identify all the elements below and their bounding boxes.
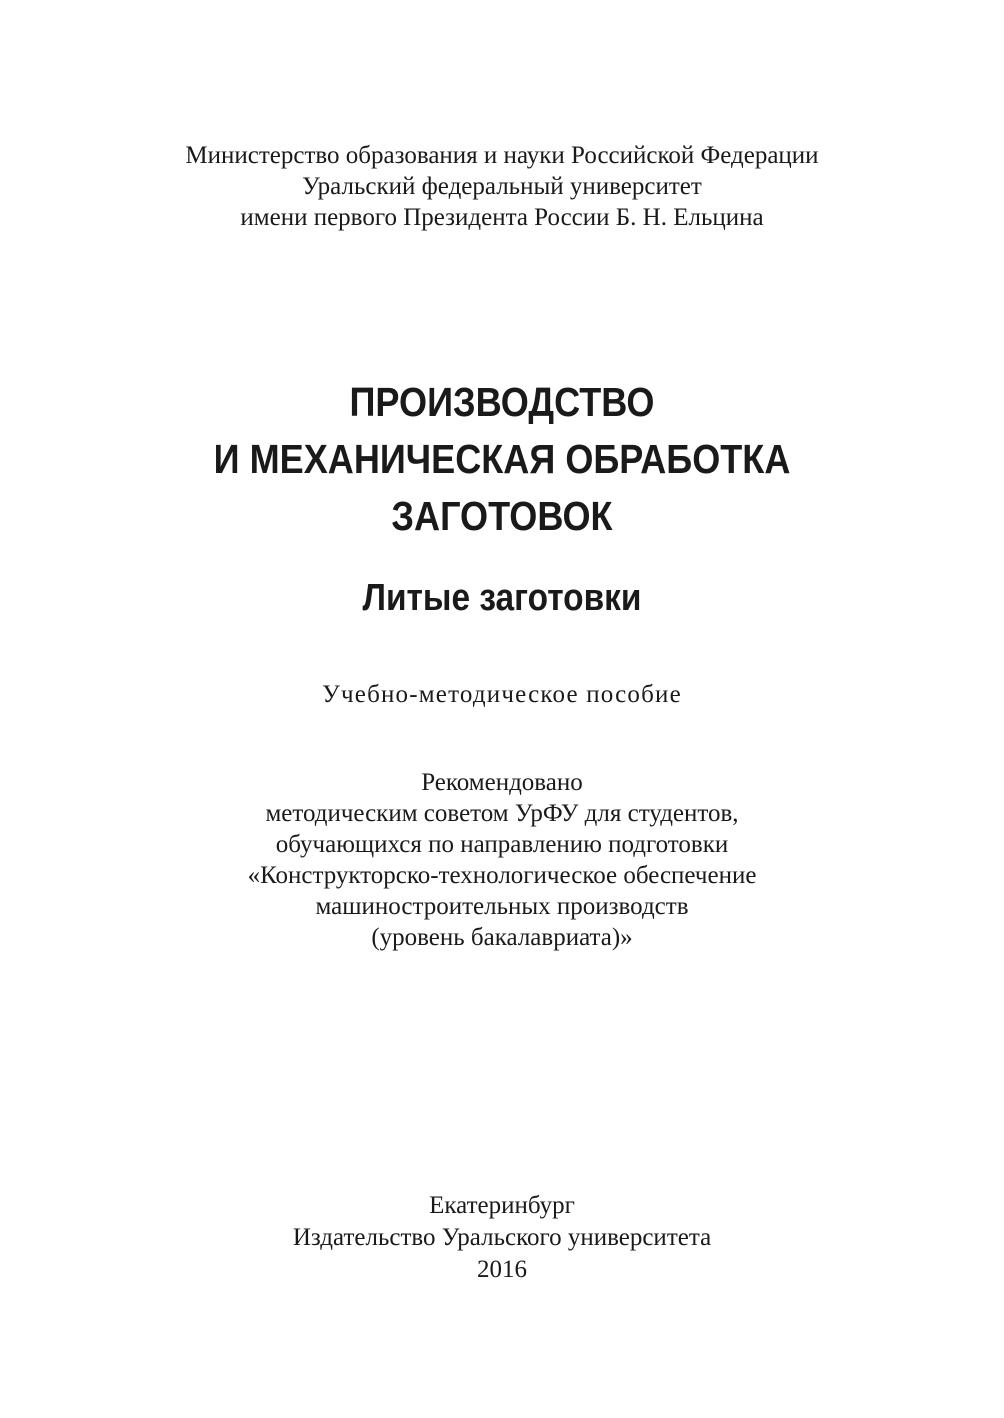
recommendation-line-2: методическим советом УрФУ для студентов, — [265, 800, 739, 827]
book-title — [60, 374, 944, 545]
ministry-line: Министерство образования и науки Российской Федерации — [185, 142, 819, 169]
university-name-line: имени первого Президента России Б. Н. Ельцина — [240, 204, 764, 231]
recommendation-line-6: (уровень бакалавриата)» — [371, 924, 633, 951]
imprint-city: Екатеринбург — [429, 1192, 575, 1219]
recommendation-line-4: «Конструкторско-технологическое обеспечение — [247, 862, 757, 889]
institution-header — [0, 140, 1004, 233]
university-line: Уральский федеральный университет — [302, 173, 702, 200]
recommendation-line-3: обучающихся по направлению подготовки — [275, 831, 729, 858]
document-type-text: Учебно-методическое пособие — [322, 681, 682, 708]
recommendation-line-1: Рекомендовано — [421, 769, 583, 796]
title-line-3: ЗАГОТОВОК — [391, 493, 613, 539]
recommendation-line-5: машиностроительных производств — [315, 893, 689, 920]
document-type — [0, 679, 1004, 711]
book-subtitle — [60, 575, 944, 621]
imprint-year: 2016 — [477, 1256, 527, 1283]
title-line-1: ПРОИЗВОДСТВО — [349, 379, 655, 425]
title-line-2: И МЕХАНИЧЕСКАЯ ОБРАБОТКА — [213, 436, 791, 482]
imprint-publisher: Издательство Уральского университета — [292, 1224, 712, 1251]
subtitle-text: Литые заготовки — [362, 577, 642, 619]
recommendation-block — [0, 767, 1004, 953]
imprint-block — [0, 1190, 1004, 1286]
